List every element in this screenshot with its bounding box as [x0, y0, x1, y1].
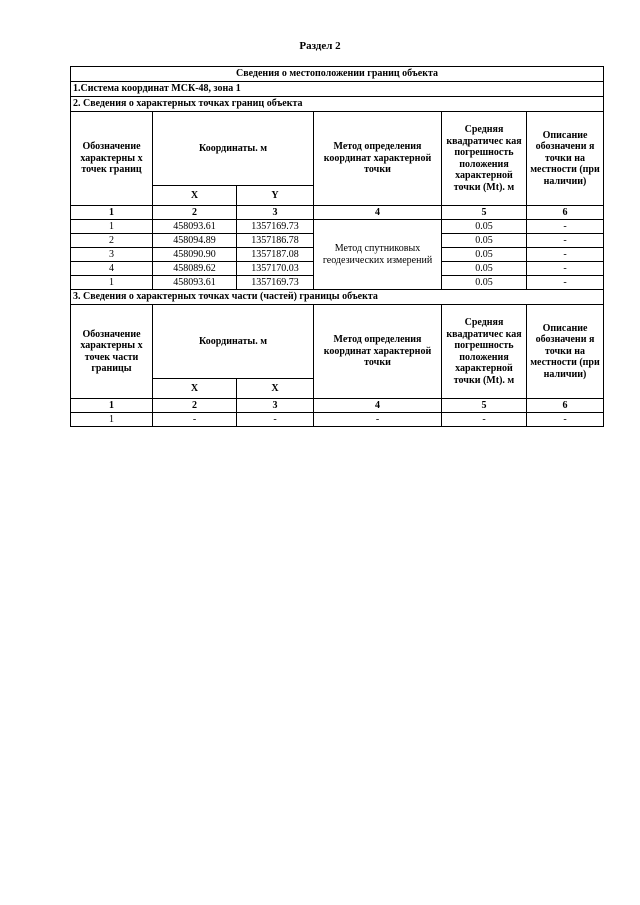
page-title: Раздел 2	[299, 40, 341, 52]
col-number: 4	[314, 206, 442, 220]
coord-y: 1357187.08	[237, 248, 314, 262]
method-value: -	[314, 413, 442, 427]
coord-x: 458093.61	[153, 220, 237, 234]
table-title: Сведения о местоположении границ объекта	[71, 67, 604, 82]
point-id: 1	[71, 276, 153, 290]
description-value: -	[527, 262, 604, 276]
coord-y: 1357169.73	[237, 276, 314, 290]
header-x: X	[153, 379, 237, 399]
col-number: 6	[527, 399, 604, 413]
table-row	[71, 413, 604, 427]
coord-x: 458090.90	[153, 248, 237, 262]
header-y: Y	[237, 186, 314, 206]
error-value: 0.05	[442, 220, 527, 234]
error-value: 0.05	[442, 234, 527, 248]
header-method: Метод определения координат характерной точки	[314, 305, 442, 399]
section3-title: 3. Сведения о характерных точках части (частей) границы объекта	[71, 290, 604, 305]
error-value: 0.05	[442, 262, 527, 276]
table-row	[71, 220, 604, 234]
error-value: 0.05	[442, 248, 527, 262]
coord-y: 1357186.78	[237, 234, 314, 248]
coordinate-system: 1.Система координат МСК-48, зона 1	[71, 82, 604, 97]
col-number: 6	[527, 206, 604, 220]
col-number: 4	[314, 399, 442, 413]
coord-x: 458089.62	[153, 262, 237, 276]
header-coordinates: Координаты. м	[153, 112, 314, 186]
header-error: Средняя квадратичес кая погрешность положения характерной точки (Mt). м	[442, 112, 527, 206]
point-id: 1	[71, 220, 153, 234]
col-number: 2	[153, 206, 237, 220]
header-y: X	[237, 379, 314, 399]
description-value: -	[527, 413, 604, 427]
col-number: 5	[442, 206, 527, 220]
header-designation: Обозначение характерны х точек границ	[71, 112, 153, 206]
col-number: 3	[237, 206, 314, 220]
header-designation: Обозначение характерны х точек части границы	[71, 305, 153, 399]
coord-x: -	[153, 413, 237, 427]
boundary-table	[70, 66, 604, 427]
coord-y: 1357169.73	[237, 220, 314, 234]
error-value: 0.05	[442, 276, 527, 290]
coord-x: 458094.89	[153, 234, 237, 248]
coord-y: -	[237, 413, 314, 427]
col-number: 1	[71, 399, 153, 413]
description-value: -	[527, 248, 604, 262]
header-description: Описание обозначени я точки на местности (при наличии)	[527, 305, 604, 399]
error-value: -	[442, 413, 527, 427]
description-value: -	[527, 220, 604, 234]
col-number: 1	[71, 206, 153, 220]
point-id: 4	[71, 262, 153, 276]
coord-y: 1357170.03	[237, 262, 314, 276]
point-id: 2	[71, 234, 153, 248]
header-description: Описание обозначени я точки на местности (при наличии)	[527, 112, 604, 206]
header-coordinates: Координаты. м	[153, 305, 314, 379]
coord-x: 458093.61	[153, 276, 237, 290]
col-number: 5	[442, 399, 527, 413]
header-method: Метод определения координат характерной точки	[314, 112, 442, 206]
description-value: -	[527, 234, 604, 248]
col-number: 2	[153, 399, 237, 413]
header-error: Средняя квадратичес кая погрешность положения характерной точки (Mt). м	[442, 305, 527, 399]
col-number: 3	[237, 399, 314, 413]
point-id: 1	[71, 413, 153, 427]
point-id: 3	[71, 248, 153, 262]
description-value: -	[527, 276, 604, 290]
section2-title: 2. Сведения о характерных точках границ объекта	[71, 97, 604, 112]
method-value: Метод спутниковых геодезических измерений	[314, 220, 442, 290]
header-x: X	[153, 186, 237, 206]
